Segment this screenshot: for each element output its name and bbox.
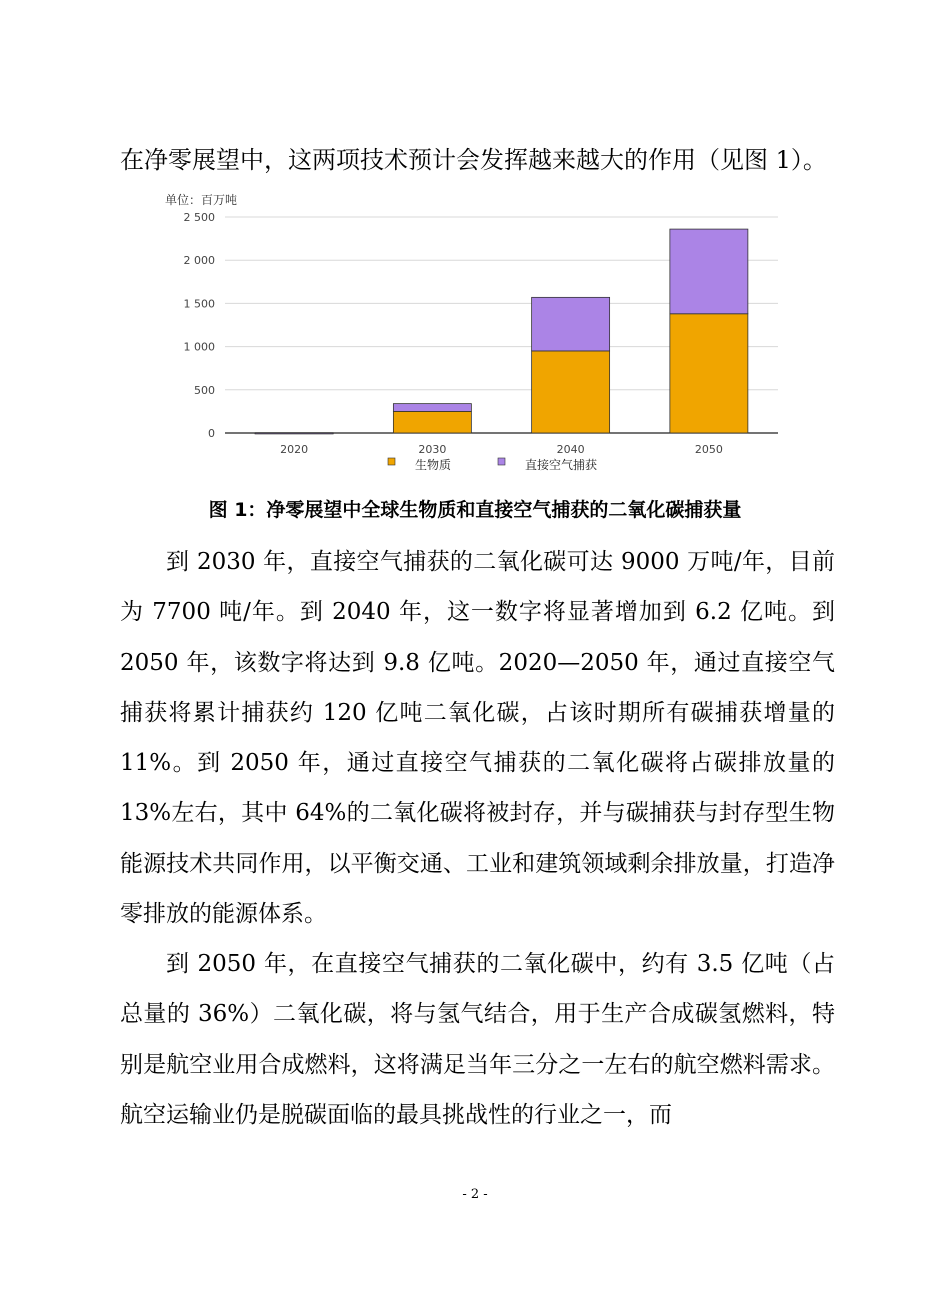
- bar-dac-2050: [670, 229, 748, 314]
- x-tick-label: 2020: [280, 443, 309, 456]
- x-tick-label: 2030: [418, 443, 447, 456]
- bar-biomass-2040: [532, 351, 610, 433]
- chart-svg: [150, 188, 800, 488]
- y-tick-label: 1 500: [183, 297, 215, 311]
- x-tick-label: 2040: [556, 443, 585, 456]
- paragraph-1: 到 2030 年，直接空气捕获的二氧化碳可达 9000 万吨/年，目前为 7700 吨/年。到 2040 年，这一数字将显著增加到 6.2 亿吨。到 2050 年，该数字将达到 9.8 亿吨。2020—2050 年，通过直接空气捕获将累计捕获约 120 亿吨二氧化碳，占该时期所有碳捕获增量的 11%。到 2050 年，通过直接空气捕获的二氧化碳将占碳排放量的 13%左右，其中 64%的二氧化碳将被封存，并与碳捕获与封存型生物能源技术共同作用，以平衡交通、工业和建筑领域剩余排放量，打造净零排放的能源体系。: [120, 549, 835, 928]
- figure-caption: 图 1：净零展望中全球生物质和直接空气捕获的二氧化碳捕获量: [208, 499, 742, 521]
- legend-label-dac: 直接空气捕获: [525, 458, 598, 472]
- y-tick-label: 500: [194, 383, 215, 397]
- y-tick-label: 2 500: [183, 211, 215, 224]
- chart-unit-label: 单位：百万吨: [165, 193, 238, 207]
- bar-dac-2040: [532, 297, 610, 351]
- page-number: - 2 -: [462, 1187, 488, 1202]
- bar-dac-2020: [255, 433, 333, 434]
- x-tick-label: 2050: [694, 443, 723, 456]
- bar-dac-2030: [393, 404, 471, 412]
- bar-biomass-2050: [670, 314, 748, 433]
- capture-chart: [150, 188, 800, 488]
- paragraph-2: 到 2050 年，在直接空气捕获的二氧化碳中，约有 3.5 亿吨（占总量的 36%）二氧化碳，将与氢气结合，用于生产合成碳氢燃料，特别是航空业用合成燃料，这将满足当年三分之一左右的航空燃料需求。航空运输业仍是脱碳面临的最具挑战性的行业之一，而: [120, 951, 835, 1128]
- legend-label-biomass: 生物质: [415, 458, 452, 472]
- legend-swatch-biomass: [388, 458, 395, 465]
- y-tick-label: 1 000: [183, 340, 215, 354]
- legend-swatch-dac: [498, 458, 505, 465]
- bar-biomass-2030: [393, 411, 471, 433]
- intro-line: 在净零展望中，这两项技术预计会发挥越来越大的作用（见图 1）。: [120, 146, 827, 174]
- y-tick-label: 2 000: [183, 254, 215, 268]
- y-tick-label: 0: [208, 427, 215, 440]
